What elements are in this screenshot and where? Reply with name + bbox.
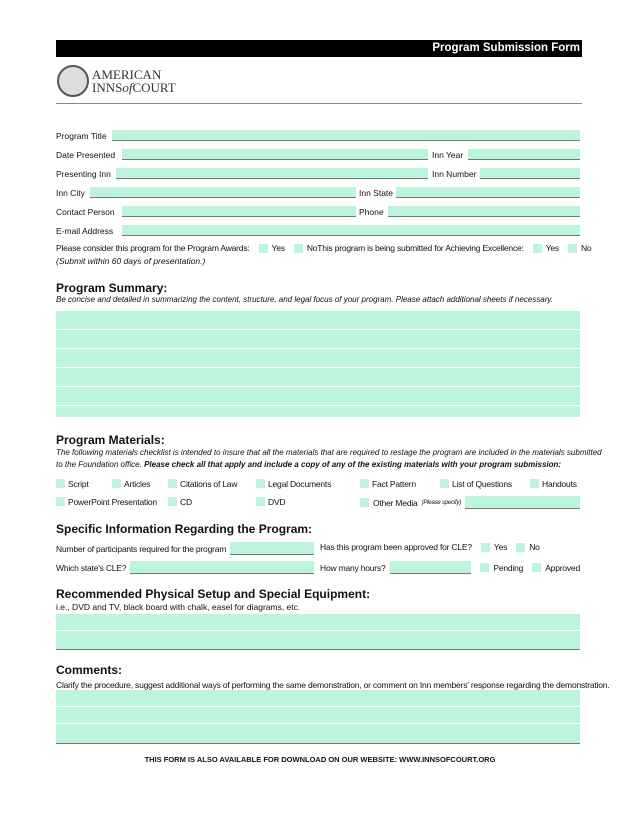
state-cle-input[interactable] [130,561,314,574]
material-label: Fact Pattern [372,479,416,489]
inn-year-label: Inn Year [432,150,464,160]
program-title-label: Program Title [56,131,107,141]
material-label: Citations of Law [180,479,238,489]
awards-note: (Submit within 60 days of presentation.) [56,256,206,266]
logo [57,65,89,97]
material-checkbox[interactable] [168,479,177,488]
approved-label: Approved [545,562,580,573]
cle-no-checkbox[interactable] [516,543,525,552]
pending-checkbox[interactable] [480,563,489,572]
material-label: Other Media [373,497,418,508]
contact-person-input[interactable] [122,206,356,217]
material-checkbox[interactable] [256,479,265,488]
material-label: Articles [124,479,151,489]
date-presented-input[interactable] [122,149,428,160]
program-title-input[interactable] [112,130,580,141]
awards-no-label: No [306,243,318,253]
materials-heading: Program Materials: [56,433,165,447]
comments-heading: Comments: [56,663,123,677]
summary-textarea[interactable] [56,311,580,417]
cle-group [320,542,580,552]
comments-text: Clarify the procedure, suggest additional ways of performing the same demonstration, or comment on Inn members' response regarding the demonstration. [56,680,610,690]
material-label: DVD [268,497,286,507]
please-specify-note: (Please specify) [421,499,462,506]
material-label: CD [180,497,192,507]
hours-input[interactable] [390,561,472,574]
inn-city-label: Inn City [56,188,85,198]
material-checkbox[interactable] [56,479,65,488]
awards-row [56,243,592,253]
cle-yes-label: Yes [493,542,508,552]
material-checkbox[interactable] [360,498,369,507]
cle-question: Has this program been approved for CLE? [320,542,472,552]
email-label: E-mail Address [56,226,114,236]
material-label: Legal Documents [268,479,332,489]
other-media-input[interactable] [465,496,580,509]
awards-question: Please consider this program for the Program Awards: [56,243,250,253]
summary-heading: Program Summary: [56,281,168,295]
materials-text-2: to the Foundation office. Please check all that apply and include a copy of any of the existing materials with your program submission: [56,460,562,469]
inn-state-input[interactable] [396,187,580,198]
setup-text: i.e., DVD and TV, black board with chalk, easel for diagrams, etc. [56,602,301,612]
state-cle-group [56,561,314,574]
material-checkbox[interactable] [168,497,177,506]
date-presented-label: Date Presented [56,150,116,160]
presenting-inn-label: Presenting Inn [56,169,111,179]
pending-label: Pending [493,562,524,573]
inn-year-input[interactable] [468,149,580,160]
excellence-question: This program is being submitted for Achieving Excellence: [317,243,524,253]
material-label: List of Questions [452,479,512,489]
cle-yes-checkbox[interactable] [481,543,490,552]
participants-input[interactable] [230,542,314,555]
inn-city-input[interactable] [90,187,356,198]
participants-group [56,542,314,555]
inn-state-label: Inn State [359,188,394,198]
cle-no-label: No [529,542,540,552]
state-cle-label: Which state's CLE? [56,562,127,573]
excellence-no-checkbox[interactable] [568,244,577,253]
logo-text: AMERICAN INNSofCOURT [92,67,176,95]
material-label: Handouts [542,479,577,489]
awards-yes-checkbox[interactable] [259,244,268,253]
material-checkbox[interactable] [360,479,369,488]
footer-note: THIS FORM IS ALSO AVAILABLE FOR DOWNLOAD ON OUR WEBSITE: WWW.INNSOFCOURT.ORG [144,755,496,764]
presenting-inn-input[interactable] [116,168,428,179]
materials-text: The following materials checklist is intended to insure that all the materials that are required to restage the program are included in the materials submitted [56,448,602,457]
inn-number-input[interactable] [480,168,580,179]
awards-no-checkbox[interactable] [294,244,303,253]
material-label: Script [68,479,89,489]
material-checkbox[interactable] [440,479,449,488]
excellence-no-label: No [580,243,592,253]
email-input[interactable] [122,225,580,236]
other-media-group [360,496,580,509]
approved-checkbox[interactable] [532,563,541,572]
comments-textarea[interactable] [56,690,580,744]
material-checkbox[interactable] [530,479,539,488]
material-checkbox[interactable] [112,479,121,488]
hours-label: How many hours? [320,562,386,573]
form-title: Program Submission Form [432,42,580,54]
material-label: PowerPoint Presentation [68,497,157,507]
excellence-yes-checkbox[interactable] [533,244,542,253]
contact-person-label: Contact Person [56,207,115,217]
setup-textarea[interactable] [56,614,580,650]
material-checkbox[interactable] [56,497,65,506]
summary-instructions: Be concise and detailed in summarizing the content, structure, and legal focus of your program. Please attach additional sheets if necessary. [56,295,554,304]
inn-number-label: Inn Number [432,169,477,179]
hours-group [320,561,580,574]
phone-input[interactable] [388,206,580,217]
participants-label: Number of participants required for the program [56,543,227,554]
specific-heading: Specific Information Regarding the Program: [56,522,313,536]
excellence-yes-label: Yes [545,243,559,253]
awards-yes-label: Yes [271,243,285,253]
phone-label: Phone [359,207,384,217]
setup-heading: Recommended Physical Setup and Special Equipment: [56,587,371,601]
header-rule [56,103,582,104]
material-checkbox[interactable] [256,497,265,506]
